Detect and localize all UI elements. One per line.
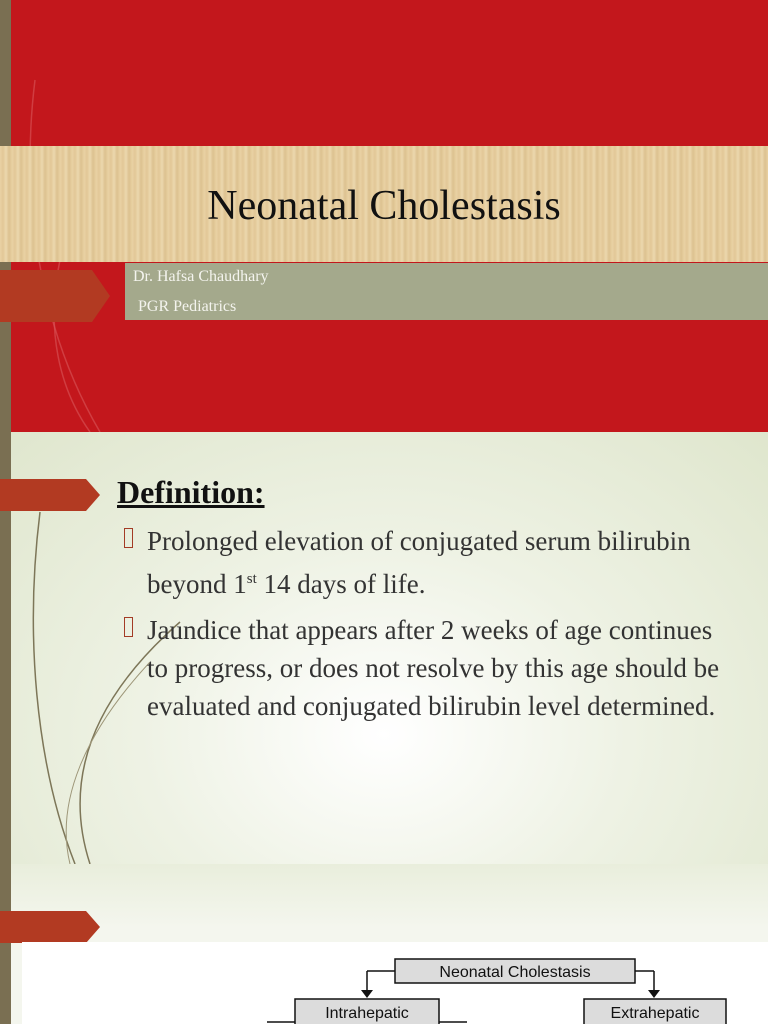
author-name: Dr. Hafsa Chaudhary — [133, 268, 269, 285]
bullet-text: Jaundice that appears after 2 weeks of age continues to progress, or does not resolve by this age should be evaluated and conjugated bilirubin level determined. — [147, 615, 720, 721]
list-item — [124, 611, 734, 725]
slide-left-bar — [0, 864, 11, 1024]
right-node-label: Extrahepatic — [610, 1005, 700, 1022]
title-slide — [0, 0, 768, 432]
definition-heading: Definition: — [117, 474, 265, 510]
classification-slide — [0, 864, 768, 1024]
bullet-marker-icon — [124, 617, 133, 637]
bullet-superscript: st — [246, 571, 257, 587]
arrow-marker-icon — [0, 270, 112, 322]
root-node-label: Neonatal Cholestasis — [439, 964, 591, 981]
flowchart-diagram — [22, 942, 768, 1024]
arrow-marker-icon — [0, 911, 102, 943]
diagram-panel — [22, 942, 768, 1024]
list-item — [124, 522, 734, 603]
bullet-text: Prolonged elevation of conjugated serum bilirubin beyond 1 — [147, 526, 691, 599]
bullet-text-tail: 14 days of life. — [256, 569, 426, 599]
author-role: PGR Pediatrics — [138, 298, 237, 315]
definition-list — [124, 522, 734, 733]
left-node-label: Intrahepatic — [325, 1005, 409, 1022]
definition-slide — [0, 432, 768, 864]
bullet-marker-icon — [124, 528, 133, 548]
arrow-marker-icon — [0, 479, 102, 511]
slide-title: Neonatal Cholestasis — [207, 183, 561, 229]
